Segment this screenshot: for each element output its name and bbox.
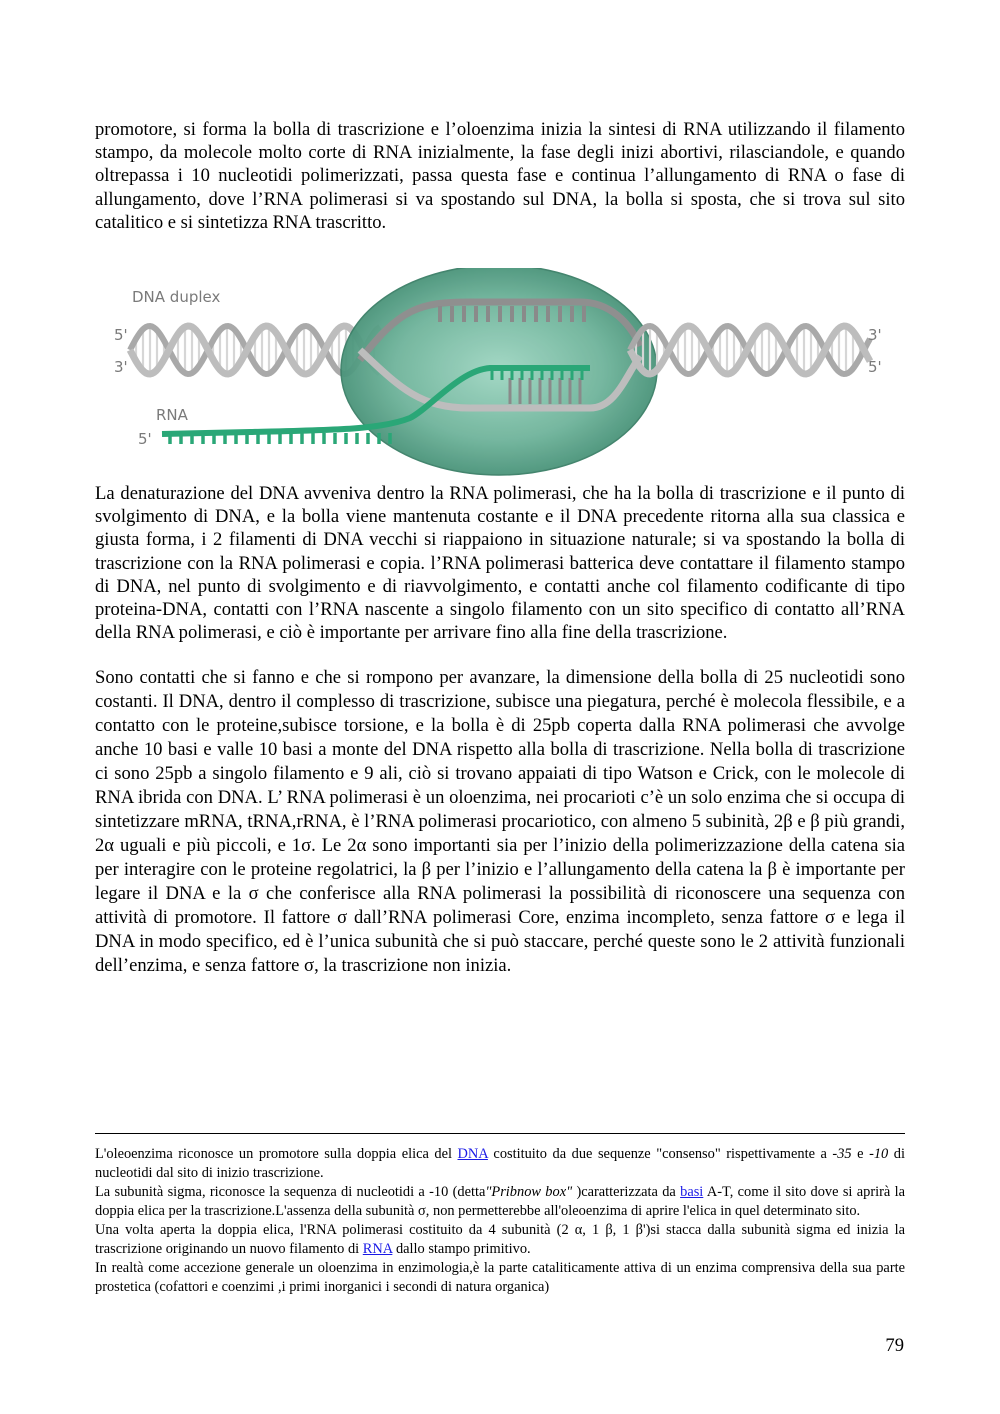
- left-bottom-end-label: 3': [114, 358, 128, 376]
- footnotes: [95, 1145, 905, 1297]
- dna-rna-illustration: [110, 268, 890, 482]
- right-top-end-label: 3': [868, 326, 882, 344]
- right-bottom-end-label: 5': [868, 358, 882, 376]
- footnote-separator: [95, 1133, 905, 1134]
- footnote-2: La subunità sigma, riconosce la sequenza di nucleotidi a -10 (detta"Pribnow box" )caratterizzata da basi A-T, come il sito dove si aprirà la doppia elica per la trascrizione.L'assenza della subunità σ, non permetterebbe all'oleoenzima di aprire l'elica in quel determinato sito.: [95, 1184, 905, 1219]
- rna-end-label: 5': [138, 430, 152, 448]
- rna-label: RNA: [156, 406, 188, 424]
- footnote-3: Una volta aperta la doppia elica, l'RNA polimerasi costituito da 4 subunità (2 α, 1 β, 1 β')si stacca dalla subunità sigma ed inizia la trascrizione originando un nuovo filamento di RNA dallo stampo primitivo.: [95, 1222, 905, 1257]
- left-top-end-label: 5': [114, 326, 128, 344]
- dna-helix-right: [630, 326, 870, 374]
- transcription-bubble-figure: [110, 268, 890, 482]
- footnote-4: In realtà come accezione generale un oloenzima in enzimologia,è la parte cataliticamente attiva di un enzima comprensiva della sua parte prostetica (cofattori e coenzimi ,i primi inorganici i secondi di natura organica): [95, 1260, 905, 1295]
- page-number: 79: [885, 1335, 904, 1356]
- dna-link[interactable]: DNA: [457, 1146, 488, 1162]
- rna-link[interactable]: RNA: [362, 1241, 393, 1257]
- paragraph-2: La denaturazione del DNA avveniva dentro la RNA polimerasi, che ha la bolla di trascrizione e il punto di svolgimento di DNA, e la bolla viene mantenuta costante e il DNA precedente ritorna alla sua classica e giusta forma, i 2 filamenti di DNA vecchi si riappaiono in situazione naturale; si va spostando la bolla di trascrizione con la RNA polimerasi e copia. l’RNA polimerasi batterica deve contattare il filamento stampo di DNA, nel punto di svolgimento e di riavvolgimento, e contatti anche col filamento codificante di tipo proteina-DNA, contatti con l’RNA nascente a singolo filamento con un sito specifico di contatto all’RNA della RNA polimerasi, e ciò è importante per arrivare fino alla fine della trascrizione.: [95, 483, 905, 644]
- paragraph-3: Sono contatti che si fanno e che si rompono per avanzare, la dimensione della bolla di 25 nucleotidi sono costanti. Il DNA, dentro il complesso di trascrizione, subisce una piegatura, perché è molecola flessibile, e a contatto con le proteine,subisce torsione, e la bolla è di 25pb coperta dalla RNA polimerasi che avvolge anche 10 basi e valle 10 basi a monte del DNA rispetto alla bolla di trascrizione. Nella bolla di trascrizione ci sono 25pb a singolo filamento e 9 ali, ciò si trovano appaiati di tipo Watson e Crick, con le molecole di RNA ibrida con DNA. L’ RNA polimerasi è un oloenzima, nei procarioti c’è un solo enzima che si occupa di sintetizzare mRNA, tRNA,rRNA, è l’RNA polimerasi procariotico, con almeno 5 subinità, 2β e β più grandi, 2α uguali e più piccoli, e 1σ. Le 2α sono importanti sia per l’inizio della polimerizzazione della catena sia per interagire con le proteine regolatrici, la β per l’inizio e l’allungamento della catena la β è importante per legare il DNA e la σ che conferisce alla RNA polimerasi la possibilità di riconoscere una sequenza con attività di promotore. Il fattore σ dall’RNA polimerasi Core, enzima incompleto, senza fattore σ e lega il DNA in modo specifico, ed è l’unica subunità che si può staccare, perché queste sono le 2 attività funzionali dell’enzima, e senza fattore σ, la trascrizione non inizia.: [95, 667, 905, 976]
- footnote-1: L'oleoenzima riconosce un promotore sulla doppia elica del DNA costituito da due sequenze "consenso" rispettivamente a -35 e -10 di nucleotidi dal sito di inizio trascrizione.: [95, 1146, 905, 1181]
- paragraph-1: promotore, si forma la bolla di trascrizione e l’oloenzima inizia la sintesi di RNA utilizzando il filamento stampo, da molecole molto corte di RNA inizialmente, la fase degli inizi abortivi, rilasciandole, e quando oltrepassa i 10 nucleotidi polimerizzati, passa questa fase e continua l’allungamento di RNA o fase di allungamento, dove l’RNA polimerasi si va spostando sul DNA, la bolla si sposta, che si trova sul sito catalitico e si sintetizza RNA trascritto.: [95, 119, 905, 233]
- dna-duplex-label: DNA duplex: [132, 288, 221, 306]
- basi-link[interactable]: basi: [680, 1184, 704, 1200]
